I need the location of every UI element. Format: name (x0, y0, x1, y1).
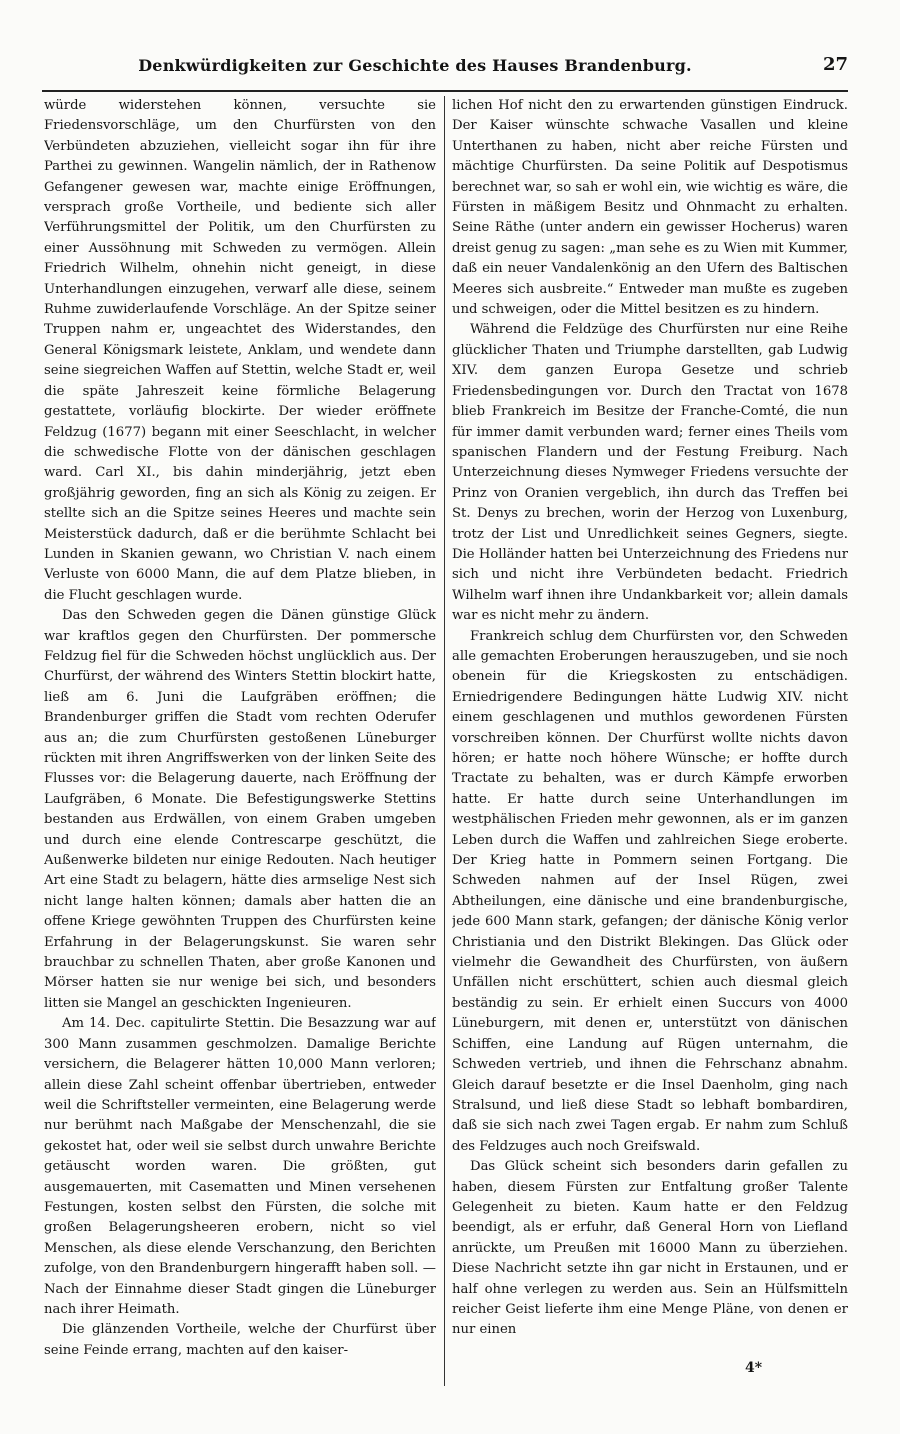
left-column (44, 96, 436, 1386)
paragraph: Frankreich schlug dem Churfürsten vor, den Schweden alle gemachten Eroberungen herauszugeben, und sie noch obenein für die Kriegskosten zu entschädigen. Erniedrigendere Bedingungen hätte Ludwig XIV. nicht einem geschlagenen und muthlos gewordenen Fürsten vorschreiben können. Der Churfürst wollte nichts davon hören; er hatte noch höhere Wünsche; er hoffte durch Tractate zu behalten, was er durch Kämpfe erworben hatte. Er hatte durch seine Unterhandlungen im westphälischen Frieden mehr gewonnen, als er im ganzen Leben durch die Waffen und zahlreichen Siege eroberte. Der Krieg hatte in Pommern seinen Fortgang. Die Schweden nahmen auf der Insel Rügen, zwei Abtheilungen, eine dänische und eine brandenburgische, jede 600 Mann stark, gefangen; der dänische König verlor Christiania und den Distrikt Blekingen. Das Glück oder vielmehr die Gewandheit des Churfürsten, von äußern Unfällen nicht erschüttert, schien auch diesmal gleich beständig zu sein. Er erhielt einen Succurs von 4000 Lüneburgern, mit denen er, unterstützt von dänischen Schiffen, eine Landung auf Rügen unternahm, die Schweden vertrieb, und ihnen die Fehrschanz abnahm. Gleich darauf besetzte er die Insel Daenholm, ging nach Stralsund, und ließ diese Stadt so lebhaft bombardiren, daß sie sich nach zwei Tagen ergab. Er nahm zum Schluß des Feldzuges auch noch Greifswald. (452, 628, 848, 1154)
header-rule (42, 90, 848, 92)
column-divider (444, 96, 445, 1386)
running-title: Denkwürdigkeiten zur Geschichte des Hauses Brandenburg. (138, 56, 692, 75)
page-number: 27 (822, 54, 848, 75)
paragraph: lichen Hof nicht den zu erwartenden günstigen Eindruck. Der Kaiser wünschte schwache Vasallen und kleine Unterthanen zu haben, nicht aber reiche Fürsten und mächtige Churfürsten. Da seine Politik auf Despotismus berechnet war, so sah er wohl ein, wie wichtig es wäre, die Fürsten in mäßigem Besitz und Ohnmacht zu erhalten. Seine Räthe (unter andern ein gewisser Hocherus) waren dreist genug zu sagen: „man sehe es zu Wien mit Kummer, daß ein neuer Vandalenkönig an den Ufern des Baltischen Meeres sich ausbreite.“ Entweder man mußte es zugeben und schweigen, oder die Mittel besitzen es zu hindern. (452, 98, 848, 318)
right-column (452, 96, 848, 1386)
page-header (42, 56, 848, 82)
signature-mark: 4* (745, 1360, 763, 1376)
paragraph: Das den Schweden gegen die Dänen günstige Glück war kraftlos gegen den Churfürsten. Der pommersche Feldzug fiel für die Schweden höchst unglücklich aus. Der Churfürst, der während des Winters Stettin blockirt hatte, ließ am 6. Juni die Laufgräben eröffnen; die Brandenburger griffen die Stadt vom rechten Oderufer aus an; die zum Churfürsten gestoßenen Lüneburger rückten mit ihren Angriffswerken von der linken Seite des Flusses vor: die Belagerung dauerte, nach Eröffnung der Laufgräben, 6 Monate. Die Befestigungswerke Stettins bestanden aus Erdwällen, von einem Graben umgeben und durch eine elende Contrescarpe geschützt, die Außenwerke bildeten nur einige Redouten. Nach heutiger Art eine Stadt zu belagern, hätte dies armselige Nest sich nicht lange halten können; damals aber hatten die an offene Kriege gewöhnten Truppen des Churfürsten keine Erfahrung in der Belagerungskunst. Sie waren sehr brauchbar zu schnellen Thaten, aber große Kanonen und Mörser hatten sie nur wenige bei sich, und besonders litten sie Mangel an geschickten Ingenieuren. (44, 608, 436, 1011)
paragraph: Das Glück scheint sich besonders darin gefallen zu haben, diesem Fürsten zur Entfaltung großer Talente Gelegenheit zu bieten. Kaum hatte er den Feldzug beendigt, als er erfuhr, daß General Horn von Liefland anrückte, um Preußen mit 16000 Mann zu überziehen. Diese Nachricht setzte ihn gar nicht in Erstaunen, und er half ohne verlegen zu werden aus. Sein an Hülfsmitteln reicher Geist lieferte ihm eine Menge Pläne, von denen er nur einen (452, 1159, 848, 1338)
paragraph: Während die Feldzüge des Churfürsten nur eine Reihe glücklicher Thaten und Triumphe darstellten, gab Ludwig XIV. dem ganzen Europa Gesetze und schrieb Friedensbedingungen vor. Durch den Tractat von 1678 blieb Frankreich im Besitze der Franche-Comté, die nun für immer damit verbunden ward; ferner eines Theils vom spanischen Flandern und der Festung Freiburg. Nach Unterzeichnung dieses Nymweger Friedens versuchte der Prinz von Oranien vergeblich, ihn durch das Treffen bei St. Denys zu brechen, worin der Herzog von Luxenburg, trotz der List und Unredlichkeit seines Gegners, siegte. Die Holländer hatten bei Unterzeichnung des Friedens nur sich und nicht ihre Verbündeten bedacht. Friedrich Wilhelm warf ihnen ihre Undankbarkeit vor; allein damals war es nicht mehr zu ändern. (452, 322, 848, 624)
paragraph: Am 14. Dec. capitulirte Stettin. Die Besazzung war auf 300 Mann zusammen geschmolzen. Damalige Berichte versichern, die Belagerer hätten 10,000 Mann verloren; allein diese Zahl scheint offenbar übertrieben, entweder weil die Schriftsteller vermeinten, eine Belagerung werde nur berühmt nach Maßgabe der Menschenzahl, die sie gekostet hat, oder weil sie selbst durch unwahre Berichte getäuscht worden waren. Die größten, gut ausgemauerten, mit Casematten und Minen versehenen Festungen, kosten selbst den Fürsten, die solche mit großen Belagerungsheeren erobern, nicht so viel Menschen, als diese elende Verschanzung, den Berichten zufolge, von den Brandenburgern hingerafft haben soll. — Nach der Einnahme dieser Stadt gingen die Lüneburger nach ihrer Heimath. (44, 1016, 436, 1317)
paragraph: würde widerstehen können, versuchte sie Friedensvorschläge, um den Churfürsten von den Verbündeten abzuziehen, vielleicht sogar ihn für ihre Parthei zu gewinnen. Wangelin nämlich, der in Rathenow Gefangener gewesen war, machte einige Eröffnungen, versprach große Vortheile, und bediente sich aller Verführungsmittel der Politik, um den Churfürsten zu einer Aussöhnung mit Schweden zu vermögen. Allein Friedrich Wilhelm, ohnehin nicht geneigt, in diese Unterhandlungen einzugehen, verwarf alle diese, seinem Ruhme zuwiderlaufende Vorschläge. An der Spitze seiner Truppen nahm er, ungeachtet des Widerstandes, den General Königsmark leistete, Anklam, und wendete dann seine siegreichen Waffen auf Stettin, welche Stadt er, weil die späte Jahreszeit keine förmliche Belagerung gestattete, vorläufig blockirte. Der wieder eröffnete Feldzug (1677) begann mit einer Seeschlacht, in welcher die schwedische Flotte von der dänischen geschlagen ward. Carl XI., bis dahin minderjährig, jetzt eben großjährig geworden, fing an sich als König zu zeigen. Er stellte sich an die Spitze seines Heeres und machte sein Meisterstück dadurch, daß er die berühmte Schlacht bei Lunden in Skanien gewann, wo Christian V. nach einem Verluste von 6000 Mann, die auf dem Platze blieben, in die Flucht geschlagen wurde. (44, 98, 436, 603)
paragraph: Die glänzenden Vortheile, welche der Churfürst über seine Feinde errang, machten auf den kaiser- (44, 1322, 436, 1358)
